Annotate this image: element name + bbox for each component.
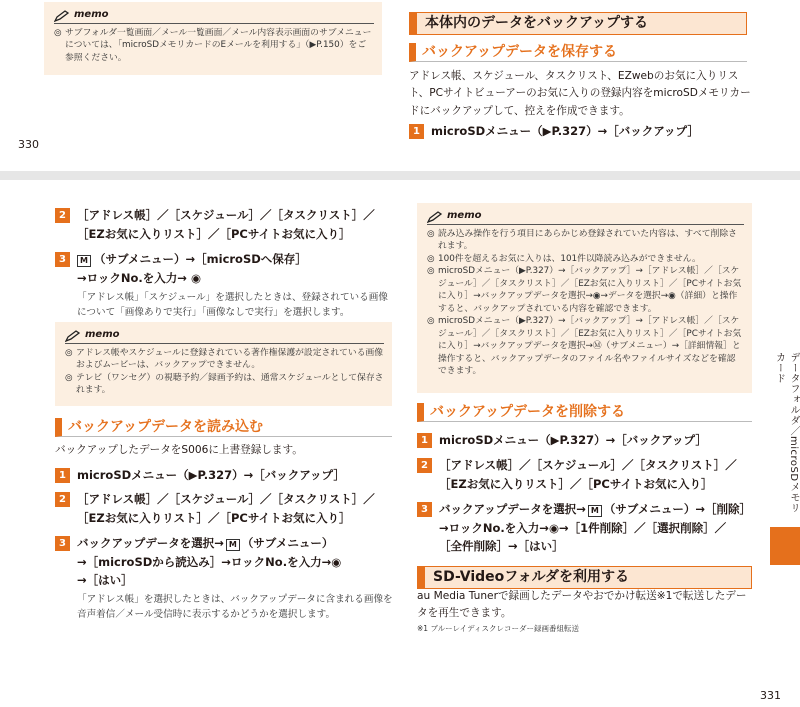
memo-box-top <box>44 2 382 75</box>
step-3-read: 3 バックアップデータを選択→ M （サブメニュー） →［microSDから読込み］→ロックNo.を入力→◉ →［はい］ 「アドレス帳」を選択したときは、バックアップデータに含まれる画像を音声着信／メール受信時に表示するかどうかを選択します。 <box>55 534 395 623</box>
memo-item: ◎ microSDメニュー（▶P.327）→［バックアップ］→［アドレス帳］／［スケジュール］／［タスクリスト］／［EZお気に入りリスト］／［PCサイトお気に入り］→バックアップデータを選択→◉→データを選択→◉（詳細）と操作すると、バックアップされている内容を確認できます。 <box>427 266 742 314</box>
memo-item: ◎ アドレス帳やスケジュールに登録されている著作権保護が設定されている画像およびムービーは、バックアップできません。 <box>65 348 384 371</box>
footnote: ※1 ブルーレイディスクレコーダー録画番組転送 <box>417 624 580 633</box>
step-3-save: 3 M （サブメニュー）→［microSDへ保存］ →ロックNo.を入力→ ◉ 「アドレス帳」「スケジュール」を選択したときは、登録されている画像について「画像ありで実行」「画像なしで実行」を選択します。 <box>55 250 395 321</box>
step-1-read: 1 microSDメニュー（▶P.327）→［バックアップ］ <box>55 466 395 485</box>
memo-header: memo <box>65 328 384 344</box>
step-3-delete: 3 バックアップデータを選択→ M （サブメニュー）→［削除］ →ロックNo.を入力→◉→［1件削除］／［選択削除］／ ［全件削除］→［はい］ <box>417 500 762 556</box>
center-key-icon: ◉ <box>548 520 559 535</box>
memo-item: ◎ 読み込み操作を行う項目にあらかじめ登録されていた内容は、すべて削除されます。 <box>427 229 737 252</box>
menu-key-icon: M <box>588 505 602 517</box>
memo-box-right <box>417 203 752 393</box>
memo-label: memo <box>74 9 109 21</box>
step-note: 「アドレス帳」「スケジュール」を選択したときは、登録されている画像について「画像ありで実行」「画像なしで実行」を選択します。 <box>77 292 388 319</box>
menu-key-icon: M <box>77 255 91 267</box>
memo-item: ◎ サブフォルダ一覧画面／メール一覧画面／メール内容表示画面のサブメニューについては、「microSDメモリカードのEメールを利用する」（▶P.150）をご参照ください。 <box>54 28 372 63</box>
memo-box-left <box>55 322 392 406</box>
bullet-icon: ◎ <box>54 28 62 38</box>
page-number-right: 331 <box>760 689 781 702</box>
chapter-tab <box>770 527 800 565</box>
side-chapter-label: データフォルダ／microSDメモリカード <box>773 352 799 514</box>
memo-item: ◎ microSDメニュー（▶P.327）→［バックアップ］→［アドレス帳］／［スケジュール］／［タスクリスト］／［EZお気に入りリスト］／［PCサイトお気に入り］→バックアップデータを選択→Ⓜ（サブメニュー）→［詳細情報］と操作すると、バックアップデータのファイル名やファイルサイズなどを確認できます。 <box>427 316 742 377</box>
step-2-delete: 2 ［アドレス帳］／［スケジュール］／［タスクリスト］／ ［EZお気に入りリスト］／［PCサイトお気に入り］ <box>417 456 757 493</box>
memo-header <box>54 8 374 24</box>
page-number-left: 330 <box>18 138 39 151</box>
pencil-icon <box>54 10 70 22</box>
sd-text: au Media Tunerで録画したデータやおでかけ転送※1で転送したデータを再生できます。 <box>417 590 747 620</box>
page-divider <box>0 171 800 180</box>
memo-item: ◎ 100件を超えるお気に入りは、101件以降読み込みができません。 <box>427 253 701 264</box>
step-note: 「アドレス帳」を選択したときは、バックアップデータに含まれる画像を音声着信／メール受信時に表示するかどうかを選択します。 <box>77 593 393 620</box>
sub-title-save: バックアップデータを保存する <box>409 43 747 62</box>
sub-title-delete: バックアップデータを削除する <box>417 403 752 422</box>
memo-header: memo <box>427 209 744 225</box>
memo-item: ◎ テレビ（ワンセグ）の視聴予約／録画予約は、通常スケジュールとして保存されます。 <box>65 372 384 396</box>
intro-text: アドレス帳、スケジュール、タスクリスト、EZwebのお気に入りリスト、PCサイトビューアーのお気に入りの登録内容をmicroSDメモリカードにバックアップして、控えを作成できます。 <box>409 70 751 117</box>
center-key-icon: ◉ <box>186 270 201 285</box>
pencil-icon <box>427 211 443 223</box>
sub-title-read: バックアップデータを読み込む <box>55 418 392 437</box>
step-1-delete: 1 microSDメニュー（▶P.327）→［バックアップ］ <box>417 431 757 450</box>
step-2-save: 2 ［アドレス帳］／［スケジュール］／［タスクリスト］／ ［EZお気に入りリスト］／［PCサイトお気に入り］ <box>55 206 395 243</box>
section-title-backup: 本体内のデータをバックアップする <box>409 12 747 35</box>
step-2-read: 2 ［アドレス帳］／［スケジュール］／［タスクリスト］／ ［EZお気に入りリスト］／［PCサイトお気に入り］ <box>55 490 395 527</box>
step-number: 1 <box>409 124 424 139</box>
pencil-icon <box>65 330 81 342</box>
step-1-save: 1 microSDメニュー（▶P.327）→［バックアップ］ <box>409 122 749 141</box>
section-title-sdvideo: SD-Videoフォルダを利用する <box>417 566 752 589</box>
menu-key-icon: M <box>226 539 240 551</box>
read-intro: バックアップしたデータをS006に上書登録します。 <box>55 444 303 456</box>
center-key-icon: ◉ <box>331 554 342 569</box>
